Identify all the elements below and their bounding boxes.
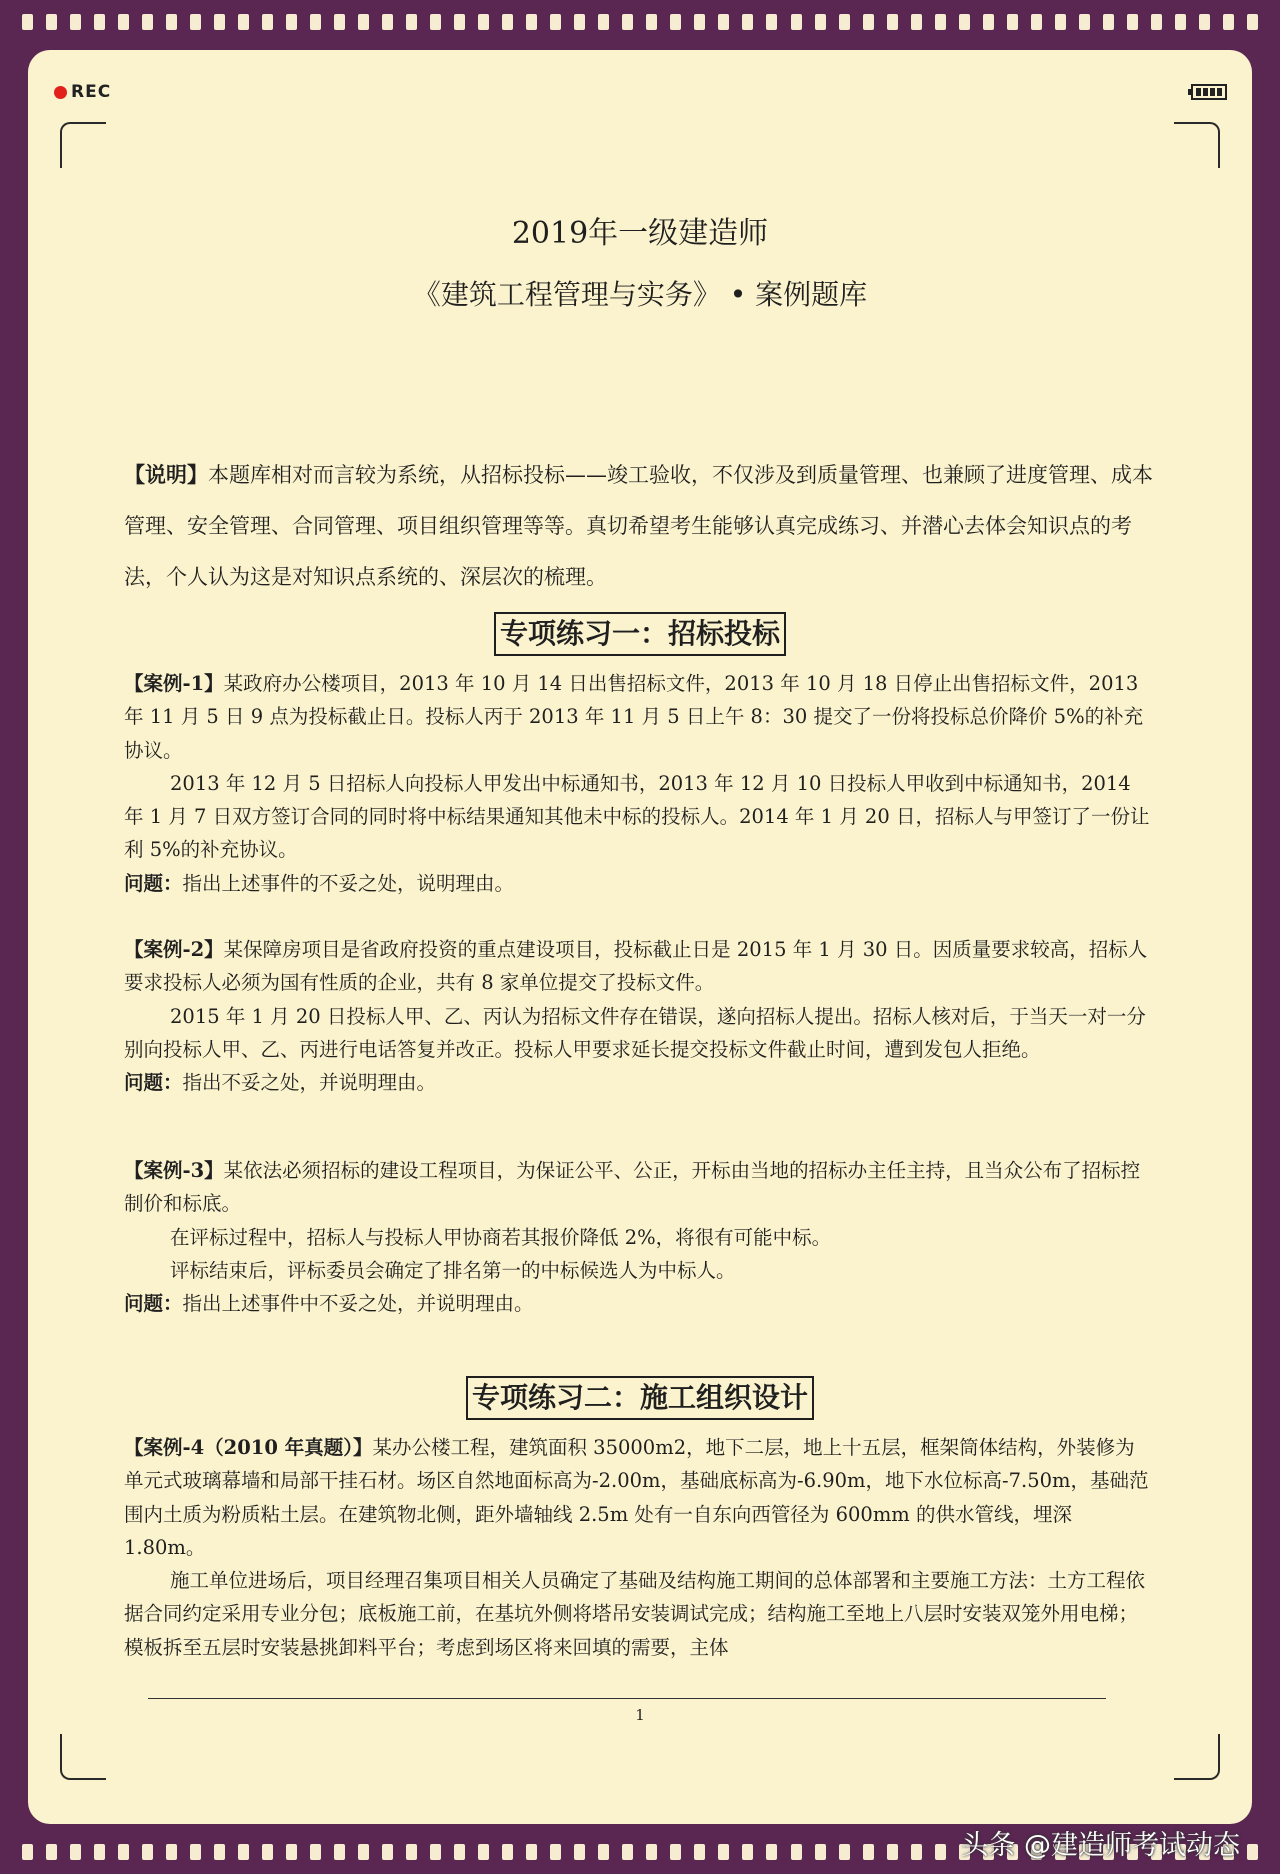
case-4 <box>124 1431 1154 1664</box>
film-hole <box>454 14 465 30</box>
case-paragraph: 2015 年 1 月 20 日投标人甲、乙、丙认为招标文件存在错误，遂向招标人提出。招标人核对后，于当天一对一分别向投标人甲、乙、丙进行电话答复并改正。投标人甲要求延长提交投标文件截止时间，遭到发包人拒绝。 <box>124 1004 1146 1061</box>
film-hole <box>70 14 81 30</box>
film-hole <box>887 14 898 30</box>
film-hole <box>694 1844 705 1860</box>
film-hole <box>286 1844 297 1860</box>
film-hole <box>454 1844 465 1860</box>
film-hole <box>718 1844 729 1860</box>
film-hole <box>791 14 802 30</box>
case-paragraph: 在评标过程中，招标人与投标人甲协商若其报价降低 2%，将很有可能中标。 <box>170 1225 832 1249</box>
film-hole <box>334 1844 345 1860</box>
film-hole <box>358 1844 369 1860</box>
film-hole <box>646 14 657 30</box>
film-hole <box>959 14 970 30</box>
film-hole <box>670 14 681 30</box>
film-hole <box>1127 14 1138 30</box>
case-3 <box>124 1154 1154 1320</box>
film-hole <box>214 14 225 30</box>
film-hole <box>646 1844 657 1860</box>
film-hole <box>238 14 249 30</box>
film-hole <box>406 14 417 30</box>
film-hole <box>1199 14 1210 30</box>
film-hole <box>718 14 729 30</box>
film-hole <box>262 14 273 30</box>
case-question: 指出上述事件的不妥之处，说明理由。 <box>182 871 515 895</box>
film-hole <box>694 14 705 30</box>
document-title: 2019年一级建造师 <box>511 216 769 251</box>
film-hole <box>598 1844 609 1860</box>
film-hole <box>839 1844 850 1860</box>
film-hole <box>983 14 994 30</box>
film-hole <box>262 1844 273 1860</box>
question-label: 问题： <box>124 1292 183 1316</box>
film-hole <box>1247 14 1258 30</box>
film-hole <box>406 1844 417 1860</box>
film-hole <box>574 14 585 30</box>
case-2 <box>124 933 1154 1099</box>
film-hole <box>142 14 153 30</box>
film-hole <box>478 1844 489 1860</box>
film-hole <box>22 14 33 30</box>
case-question: 指出上述事件中不妥之处，并说明理由。 <box>182 1292 534 1316</box>
watermark: 头条 @建造师考试动态 <box>961 1830 1240 1861</box>
film-perforations-top <box>22 12 1258 32</box>
footer-divider <box>148 1698 1106 1699</box>
case-paragraph: 某办公楼工程，建筑面积 35000m2，地下二层，地上十五层，框架筒体结构，外装修为单元式玻璃幕墙和局部干挂石材。场区自然地面标高为-2.00m，基础底标高为-6.90m，地下水位标高-7.50m，基础范围内土质为粉质粘土层。在建筑物北侧，距外墙轴线 2.5m 处有一自东向西管径为 600mm 的供水管线，埋深 1.80m。 <box>124 1436 1149 1559</box>
question-label: 问题： <box>124 1071 183 1095</box>
film-hole <box>214 1844 225 1860</box>
film-hole <box>1103 14 1114 30</box>
film-hole <box>550 14 561 30</box>
case-question: 指出不妥之处，并说明理由。 <box>182 1071 437 1095</box>
film-hole <box>190 14 201 30</box>
case-label: 【案例-3】 <box>124 1159 224 1182</box>
film-hole <box>310 14 321 30</box>
case-label: 【案例-2】 <box>124 938 224 961</box>
film-hole <box>887 1844 898 1860</box>
film-hole <box>382 1844 393 1860</box>
case-paragraph: 某依法必须招标的建设工程项目，为保证公平、公正，开标由当地的招标办主任主持，且当众公布了招标控制价和标底。 <box>124 1159 1141 1216</box>
film-hole <box>766 1844 777 1860</box>
film-hole <box>791 1844 802 1860</box>
film-hole <box>190 1844 201 1860</box>
question-label: 问题： <box>124 871 183 895</box>
film-hole <box>430 1844 441 1860</box>
film-hole <box>1031 14 1042 30</box>
rec-label: REC <box>71 82 112 102</box>
film-hole <box>478 14 489 30</box>
film-hole <box>70 1844 81 1860</box>
case-1 <box>124 667 1154 900</box>
film-hole <box>574 1844 585 1860</box>
case-label: 【案例-1】 <box>124 672 224 695</box>
film-hole <box>526 1844 537 1860</box>
film-hole <box>815 1844 826 1860</box>
case-label: 【案例-4（2010 年真题）】 <box>124 1436 373 1459</box>
film-hole <box>358 14 369 30</box>
film-hole <box>238 1844 249 1860</box>
document-subtitle: 《建筑工程管理与实务》 • 案例题库 <box>412 278 868 311</box>
film-hole <box>1247 1844 1258 1860</box>
film-hole <box>166 14 177 30</box>
film-hole <box>118 1844 129 1860</box>
film-hole <box>670 1844 681 1860</box>
page-number: 1 <box>635 1706 645 1724</box>
film-hole <box>94 14 105 30</box>
film-hole <box>911 1844 922 1860</box>
film-hole <box>502 14 513 30</box>
case-paragraph: 某保障房项目是省政府投资的重点建设项目，投标截止日是 2015 年 1 月 30 日。因质量要求较高，招标人要求投标人必须为国有性质的企业，共有 8 家单位提交了投标文件。 <box>124 938 1148 995</box>
film-hole <box>839 14 850 30</box>
case-paragraph: 2013 年 12 月 5 日招标人向投标人甲发出中标通知书，2013 年 12 月 10 日投标人甲收到中标通知书，2014 年 1 月 7 日双方签订合同的同时将中标结果通知其他未中标的投标人。2014 年 1 月 20 日，招标人与甲签订了一份让利 5%的补充协议。 <box>124 771 1150 862</box>
film-hole <box>430 14 441 30</box>
viewfinder-corner-bottom-left <box>60 1734 106 1780</box>
viewfinder-corner-bottom-right <box>1174 1734 1220 1780</box>
film-hole <box>1175 14 1186 30</box>
film-hole <box>911 14 922 30</box>
viewfinder-corner-top-right <box>1174 122 1220 168</box>
section-heading-2: 专项练习二：施工组织设计 <box>28 1376 1252 1420</box>
case-paragraph: 评标结束后，评标委员会确定了排名第一的中标候选人为中标人。 <box>170 1258 736 1282</box>
film-hole <box>1055 14 1066 30</box>
film-hole <box>1079 14 1090 30</box>
film-hole <box>526 14 537 30</box>
film-hole <box>22 1844 33 1860</box>
film-hole <box>142 1844 153 1860</box>
rec-indicator <box>54 82 111 102</box>
section-heading-1: 专项练习一：招标投标 <box>28 612 1252 656</box>
record-dot-icon <box>54 86 67 99</box>
film-hole <box>94 1844 105 1860</box>
film-hole <box>863 1844 874 1860</box>
intro-note <box>124 450 1154 603</box>
film-hole <box>1007 14 1018 30</box>
film-hole <box>286 14 297 30</box>
film-hole <box>815 14 826 30</box>
film-hole <box>766 14 777 30</box>
battery-icon <box>1188 84 1228 100</box>
film-hole <box>1223 14 1234 30</box>
film-hole <box>622 1844 633 1860</box>
case-paragraph: 某政府办公楼项目，2013 年 10 月 14 日出售招标文件，2013 年 10 月 18 日停止出售招标文件，2013 年 11 月 5 日 9 点为投标截止日。投标人丙于 2013 年 11 月 5 日上午 8：30 提交了一份将投标总价降价 5%的补充协议。 <box>124 672 1144 762</box>
film-hole <box>166 1844 177 1860</box>
film-hole <box>334 14 345 30</box>
document-page <box>28 50 1252 1824</box>
film-hole <box>118 14 129 30</box>
film-hole <box>742 14 753 30</box>
film-hole <box>1151 14 1162 30</box>
film-hole <box>742 1844 753 1860</box>
film-hole <box>935 1844 946 1860</box>
film-hole <box>46 14 57 30</box>
film-hole <box>598 14 609 30</box>
note-text: 本题库相对而言较为系统，从招标投标——竣工验收，不仅涉及到质量管理、也兼顾了进度管理、成本管理、安全管理、合同管理、项目组织管理等等。真切希望考生能够认真完成练习、并潜心去体会知识点的考法，个人认为这是对知识点系统的、深层次的梳理。 <box>124 463 1153 589</box>
film-hole <box>935 14 946 30</box>
film-hole <box>550 1844 561 1860</box>
case-paragraph: 施工单位进场后，项目经理召集项目相关人员确定了基础及结构施工期间的总体部署和主要施工方法：土方工程依据合同约定采用专业分包；底板施工前，在基坑外侧将塔吊安装调试完成；结构施工至地上八层时安装双笼外用电梯；模板拆至五层时安装悬挑卸料平台；考虑到场区将来回填的需要，主体 <box>124 1569 1146 1659</box>
film-hole <box>502 1844 513 1860</box>
film-hole <box>622 14 633 30</box>
film-hole <box>382 14 393 30</box>
film-hole <box>46 1844 57 1860</box>
note-label: 【说明】 <box>124 463 208 487</box>
film-hole <box>863 14 874 30</box>
viewfinder-corner-top-left <box>60 122 106 168</box>
film-hole <box>310 1844 321 1860</box>
